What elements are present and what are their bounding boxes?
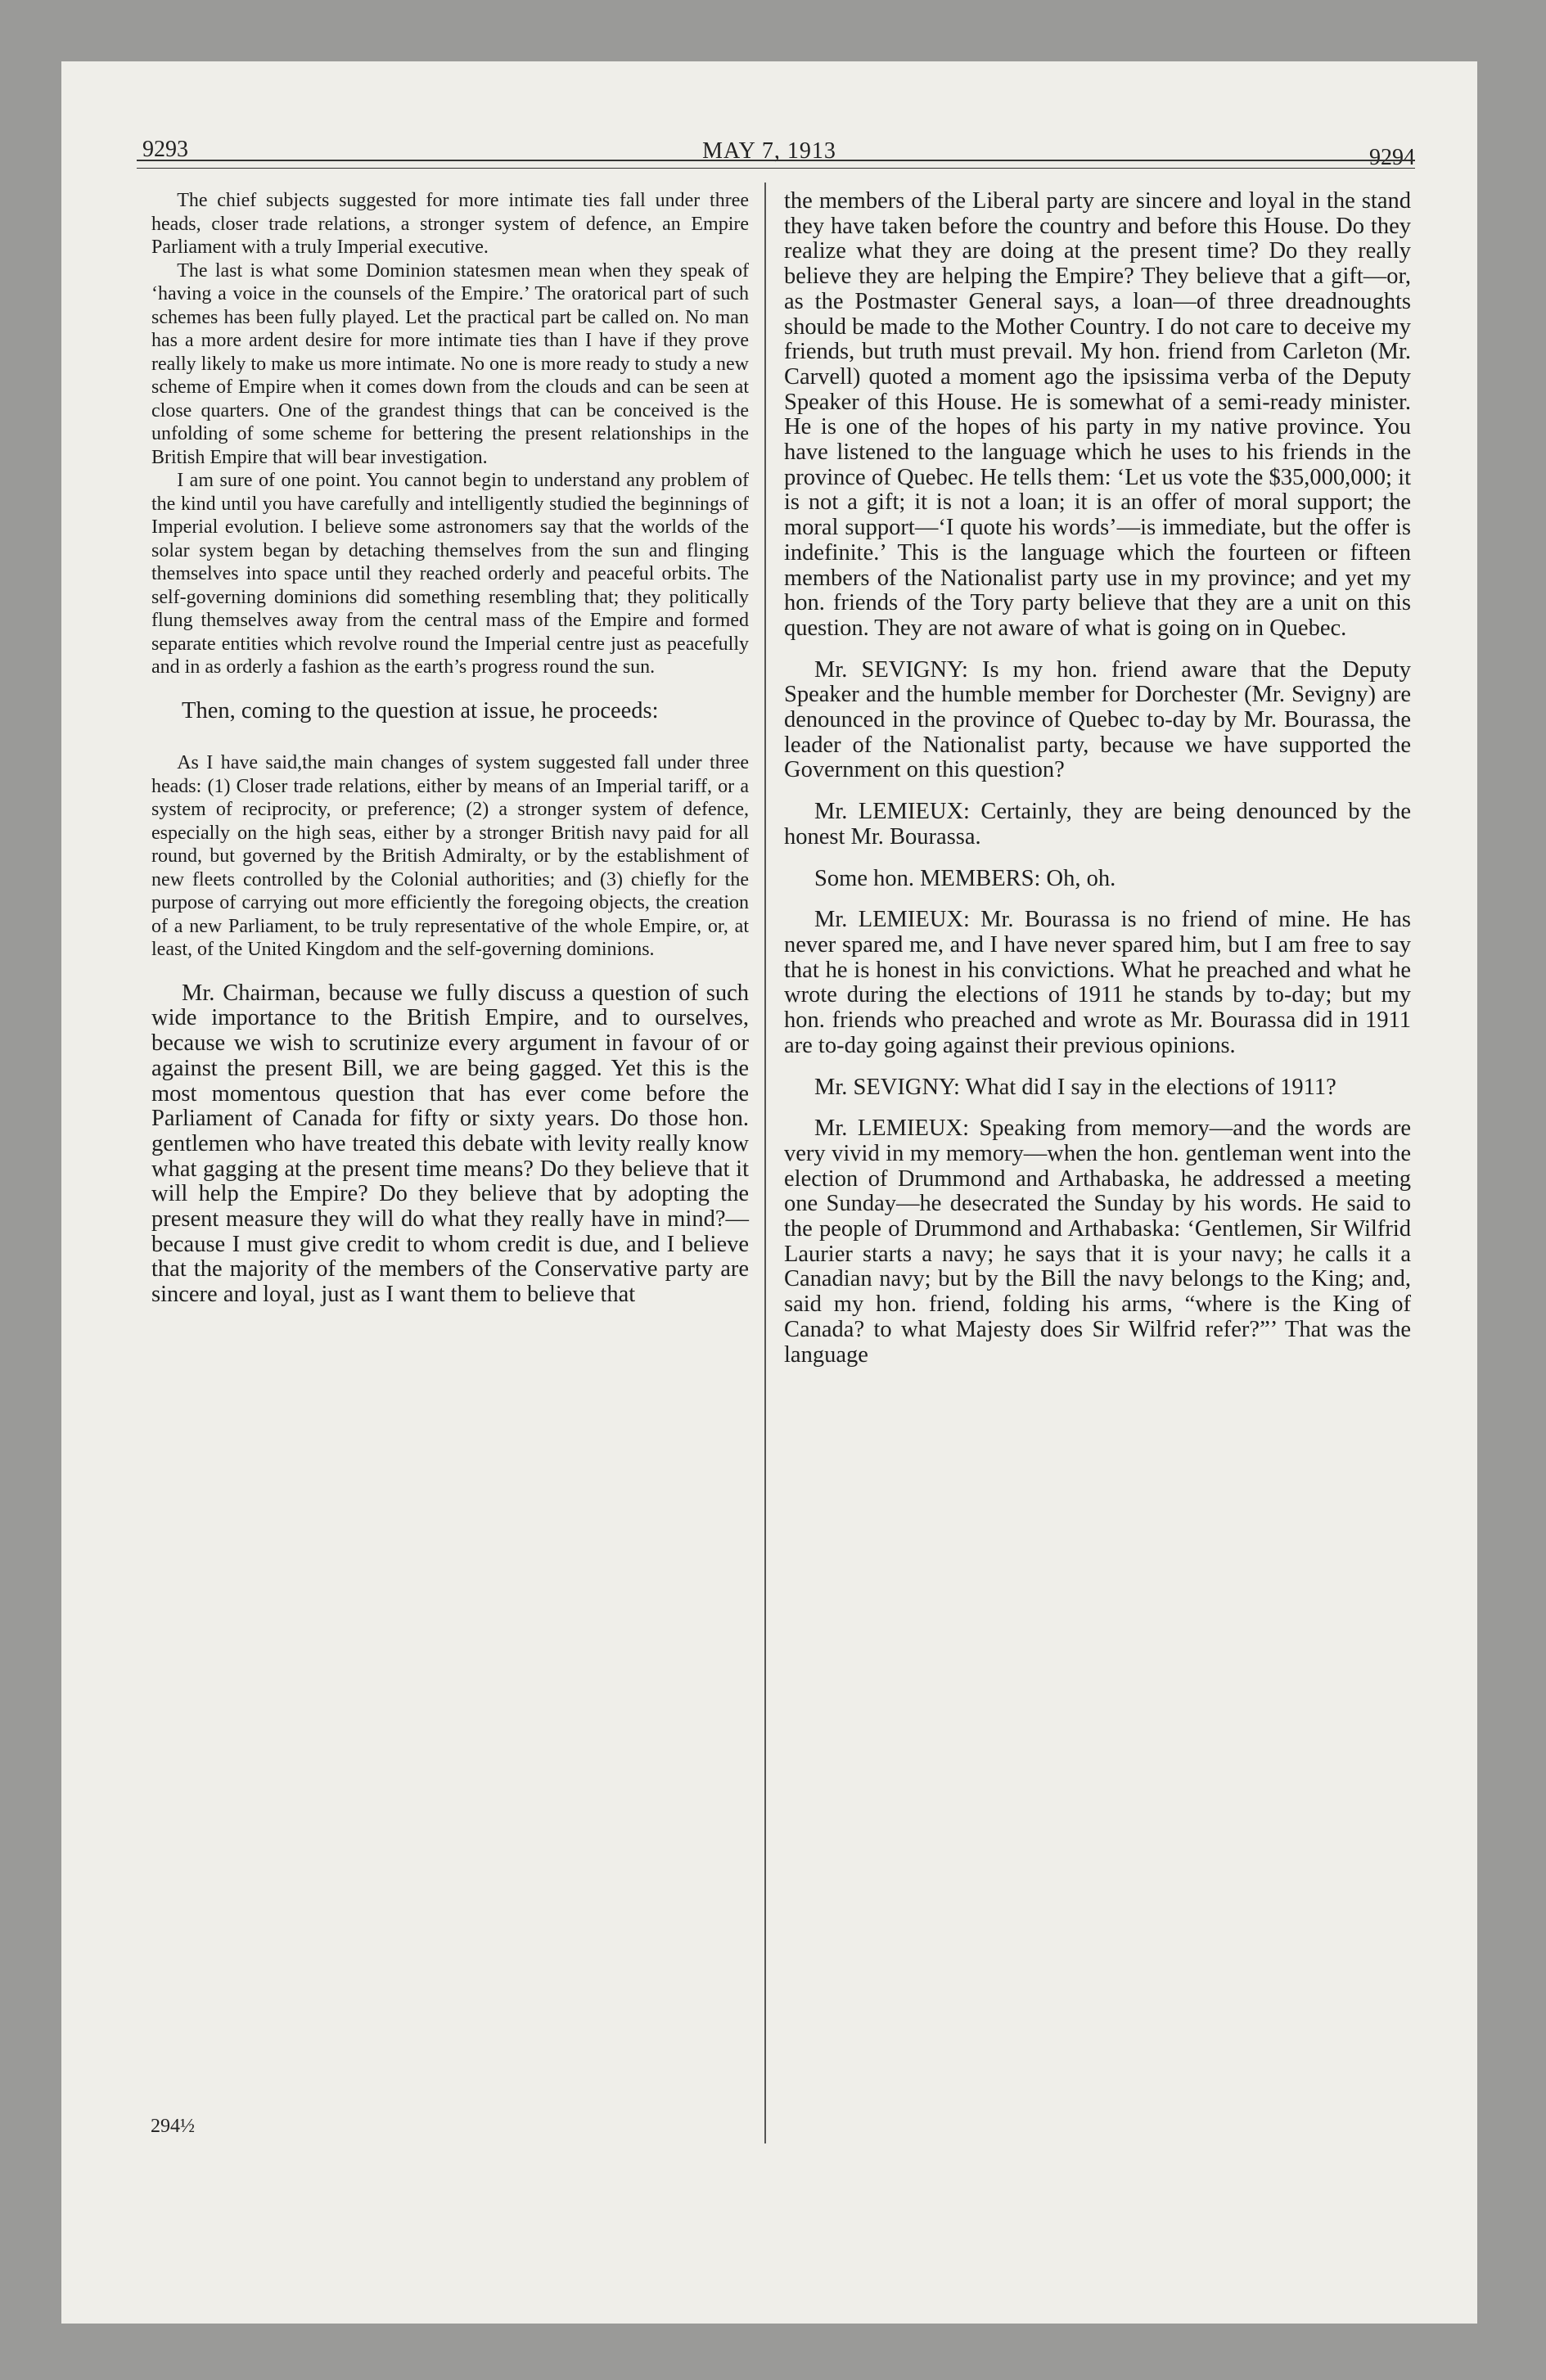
paragraph: The last is what some Dominion statesmen mean when they speak of ‘having a voice in the counsels of the Empire.’ The oratorical part of such schemes has been fully played. Let the practical part be called on. No man has a more ardent desire for more intimate ties than I have if they prove really likely to make us more intimate. No one is more ready to study a new scheme of Empire when it comes down from the clouds and can be seen at close quarters. One of the grandest things that can be conceived is the unfolding of some scheme for bettering the present relationships in the British Empire that will bear investigation. [151, 259, 749, 468]
right-column [784, 189, 1411, 1384]
header-rule-thin [137, 168, 1415, 169]
page-number-left: 9293 [142, 137, 188, 162]
page [61, 61, 1477, 2324]
speech-paragraph: Some hon. MEMBERS: Oh, oh. [814, 865, 1116, 891]
speech-paragraph: Mr. LEMIEUX: Certainly, they are being denounced by the honest Mr. Bourassa. [784, 799, 1411, 850]
paragraph: The chief subjects suggested for more intimate ties fall under three heads, closer trade relations, a stronger system of defence, an Empire Parliament with a truly Imperial executive. [151, 190, 749, 258]
paragraph: I am sure of one point. You cannot begin to understand any problem of the kind until you have carefully and intelligently studied the beginnings of Imperial evolution. I believe some astronomers say that the worlds of the solar system began by detaching themselves from the sun and flinging themselves into space until they reached orderly and peaceful orbits. The self-governing dominions did something resembling that; they politically flung themselves away from the central mass of the Empire and formed separate entities which revolve round the Imperial centre just as peacefully and in as orderly a fashion as the earth’s progress round the sun. [151, 470, 749, 678]
page-header [61, 104, 1477, 170]
paragraph: Then, coming to the question at issue, he proceeds: [182, 697, 659, 723]
paragraph: Mr. Chairman, because we fully discuss a question of such wide importance to the British Empire, and to ourselves, because we wish to scrutinize every argument in favour of or against the present Bill, we are being gagged. Yet this is the most momentous question that has ever come before the Parliament of Canada for fifty or sixty years. Do those hon. gentlemen who have treated this debate with levity really know what gagging at the present time means? Do they believe that it will help the Empire? Do they believe that by adopting the present measure they will do what they really have in mind?—because I must give credit to whom credit is due, and I believe that the majority of the members of the Conservative party are sincere and loyal, just as I want them to believe that [151, 980, 749, 1308]
speech-paragraph: Mr. LEMIEUX: Mr. Bourassa is no friend of mine. He has never spared me, and I have never spared him, but I am free to say that he is honest in his convictions. What he preached and what he wrote during the elections of 1911 he stands by to-day; but my hon. friends who preached and wrote as Mr. Bourassa did in 1911 are to-day going against their previous opinions. [784, 907, 1411, 1058]
speech-paragraph: Mr. LEMIEUX: Speaking from memory—and the words are very vivid in my memory—when the hon. gentleman went into the election of Drummond and Arthabaska, he addressed a meeting one Sunday—he desecrated the Sunday by his words. He said to the people of Drummond and Arthabaska: ‘Gentlemen, Sir Wilfrid Laurier starts a navy; he says that it is your navy; he calls it a Canadian navy; but by the Bill the navy belongs to the King; and, said my hon. friend, folding his arms, “where is the King of Canada? to what Majesty does Sir Wilfrid refer?”’ That was the language [784, 1116, 1411, 1368]
speech-paragraph: Mr. SEVIGNY: Is my hon. friend aware that the Deputy Speaker and the humble member for Dorchester (Mr. Sevigny) are denounced in the province of Quebec to-day by Mr. Bourassa, the leader of the Nationalist party, because we have supported the Government on this question? [784, 656, 1411, 783]
header-rule-thick [137, 160, 1415, 161]
paragraph: As I have said,the main changes of system suggested fall under three heads: (1) Closer trade relations, either by means of an Imperial tariff, or a system of reciprocity, or preference; (2) a stronger system of defence, especially on the high seas, either by a stronger British navy paid for all round, but governed by the British Admiralty, or by the establishment of new fleets controlled by the Colonial authorities; and (3) chiefly for the purpose of carrying out more efficiently the foregoing objects, the creation of a new Parliament, to be truly representative of the whole Empire, or, at least, of the United Kingdom and the self-governing dominions. [151, 752, 749, 961]
signature-mark: 294½ [151, 2116, 195, 2137]
left-column [151, 189, 749, 1308]
page-number-right: 9294 [1369, 145, 1415, 170]
speech-paragraph: Mr. SEVIGNY: What did I say in the elections of 1911? [814, 1074, 1336, 1100]
column-divider [764, 183, 766, 2143]
paragraph: the members of the Liberal party are sincere and loyal in the stand they have taken before the country and before this House. Do they realize what they are doing at the present time? Do they really believe they are helping the Empire? They believe that a gift—or, as the Postmaster General says, a loan—of three dreadnoughts should be made to the Mother Country. I do not care to deceive my friends, but truth must prevail. My hon. friend from Carleton (Mr. Carvell) quoted a moment ago the ipsissima verba of the Deputy Speaker of this House. He is somewhat of a semi-ready minister. He is one of the hopes of his party in my native province. You have listened to the language which he uses to his friends in the province of Quebec. He tells them: ‘Let us vote the $35,000,000; it is not a gift; it is not a loan; it is an offer of moral support; the moral support—‘I quote his words’—is immediate, but the offer is indefinite.’ This is the language which the fourteen or fifteen members of the Nationalist party use in my province; and yet my hon. friends of the Tory party believe that they are a unit on this question. They are not aware of what is going on in Quebec. [784, 188, 1411, 641]
page-date: MAY 7, 1913 [702, 138, 836, 164]
